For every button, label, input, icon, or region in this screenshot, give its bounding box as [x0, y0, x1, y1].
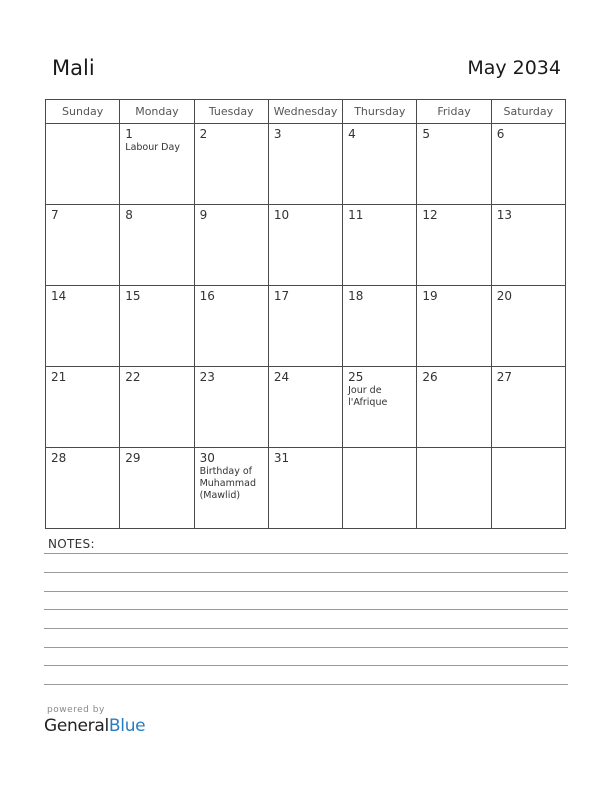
week-row — [46, 205, 566, 286]
note-line — [44, 647, 568, 648]
day-cell[interactable] — [120, 286, 194, 367]
day-number: 12 — [422, 208, 438, 222]
holiday-label: Jour de l'Afrique — [348, 385, 388, 408]
day-cell[interactable] — [46, 205, 120, 286]
empty-day-cell — [417, 448, 491, 529]
weekday-monday: Monday — [120, 100, 194, 124]
weekday-header-row — [46, 100, 566, 124]
day-number: 6 — [496, 127, 505, 141]
weekday-wednesday: Wednesday — [268, 100, 342, 124]
day-cell[interactable] — [343, 367, 417, 448]
brand-general-text: General — [44, 716, 109, 736]
day-cell[interactable] — [120, 205, 194, 286]
generalblue-logo[interactable] — [44, 716, 145, 736]
day-number: 31 — [273, 451, 290, 465]
weekday-friday: Friday — [417, 100, 491, 124]
month-year-title: May 2034 — [467, 57, 561, 79]
day-cell[interactable] — [417, 205, 491, 286]
day-cell[interactable] — [46, 286, 120, 367]
day-cell[interactable] — [268, 124, 342, 205]
day-number: 1 — [125, 127, 133, 141]
country-title: Mali — [52, 56, 95, 80]
day-number: 23 — [199, 370, 215, 384]
day-number: 20 — [496, 289, 512, 303]
weekday-saturday: Saturday — [491, 100, 565, 124]
holiday-label: Birthday of Muhammad (Mawlid) — [199, 466, 256, 501]
day-cell[interactable] — [417, 367, 491, 448]
day-cell[interactable] — [46, 448, 120, 529]
day-cell[interactable] — [491, 205, 565, 286]
day-number: 21 — [51, 370, 67, 384]
week-row — [46, 367, 566, 448]
note-line — [44, 591, 568, 592]
day-number: 27 — [496, 370, 512, 384]
day-cell[interactable] — [343, 205, 417, 286]
empty-day-cell — [343, 448, 417, 529]
day-cell[interactable] — [194, 367, 268, 448]
day-cell[interactable] — [268, 286, 342, 367]
day-cell[interactable] — [120, 448, 194, 529]
day-cell[interactable] — [491, 124, 565, 205]
day-number: 15 — [125, 289, 141, 303]
day-cell[interactable] — [343, 124, 417, 205]
day-number: 11 — [348, 208, 364, 222]
day-number: 4 — [348, 127, 356, 141]
holiday-label: Labour Day — [125, 142, 180, 153]
day-cell[interactable] — [194, 448, 268, 529]
empty-day-cell — [46, 124, 120, 205]
day-cell[interactable] — [120, 367, 194, 448]
day-cell[interactable] — [194, 124, 268, 205]
day-number: 10 — [273, 208, 290, 222]
day-cell[interactable] — [343, 286, 417, 367]
note-line — [44, 628, 568, 629]
notes-label: NOTES: — [48, 537, 95, 551]
day-number: 13 — [496, 208, 512, 222]
note-line — [44, 572, 568, 573]
day-number: 14 — [51, 289, 67, 303]
day-number: 5 — [422, 127, 431, 141]
weekday-sunday: Sunday — [46, 100, 120, 124]
day-number: 28 — [51, 451, 67, 465]
day-cell[interactable] — [417, 286, 491, 367]
powered-by-text: powered by — [47, 705, 105, 715]
day-number: 3 — [273, 127, 282, 141]
day-cell[interactable] — [417, 124, 491, 205]
day-number: 17 — [273, 289, 290, 303]
day-number: 22 — [125, 370, 141, 384]
note-line — [44, 684, 568, 685]
week-row — [46, 124, 566, 205]
day-number: 9 — [199, 208, 208, 222]
brand-blue-text: Blue — [108, 716, 146, 736]
day-number: 29 — [125, 451, 141, 465]
calendar-grid — [45, 99, 566, 529]
day-number: 24 — [273, 370, 290, 384]
day-number: 8 — [125, 208, 133, 222]
empty-day-cell — [491, 448, 565, 529]
day-cell[interactable] — [268, 205, 342, 286]
day-number: 18 — [348, 289, 364, 303]
week-row — [46, 448, 566, 529]
day-number: 26 — [422, 370, 438, 384]
day-cell[interactable] — [46, 367, 120, 448]
week-row — [46, 286, 566, 367]
day-cell[interactable] — [491, 286, 565, 367]
day-cell[interactable] — [120, 124, 194, 205]
day-number: 19 — [422, 289, 438, 303]
day-cell[interactable] — [491, 367, 565, 448]
day-cell[interactable] — [268, 448, 342, 529]
day-cell[interactable] — [194, 286, 268, 367]
note-line — [44, 609, 568, 610]
day-number: 2 — [199, 127, 208, 141]
weekday-thursday: Thursday — [343, 100, 417, 124]
day-number: 16 — [199, 289, 215, 303]
day-number: 25 — [348, 370, 364, 384]
day-cell[interactable] — [268, 367, 342, 448]
note-line — [44, 665, 568, 666]
day-cell[interactable] — [194, 205, 268, 286]
day-number: 7 — [51, 208, 59, 222]
weekday-tuesday: Tuesday — [194, 100, 268, 124]
day-number: 30 — [199, 451, 215, 465]
note-line — [44, 553, 568, 554]
